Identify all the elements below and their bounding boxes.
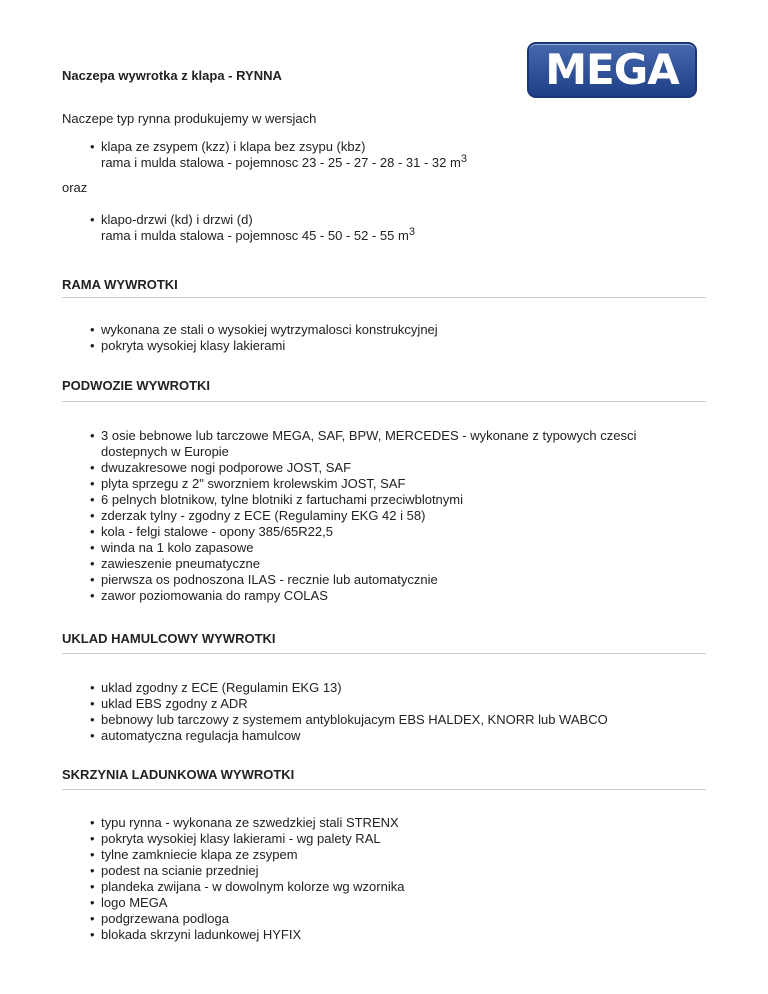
section-title-rama: RAMA WYWROTKI <box>62 277 178 292</box>
list-item: • zawor poziomowania do rampy COLAS <box>62 588 682 604</box>
section-title-podwozie: PODWOZIE WYWROTKI <box>62 378 211 393</box>
list-item: • bebnowy lub tarczowy z systemem antyblokujacym EBS HALDEX, KNORR lub WABCO <box>62 712 682 728</box>
version-list-1 <box>62 139 467 171</box>
list-item: • wykonana ze stali o wysokiej wytrzymalosci konstrukcyjnej <box>62 322 682 338</box>
version1-line1: klapa ze zsypem (kzz) i klapa bez zsypu (kbz) <box>101 139 366 154</box>
version1-line2: rama i mulda stalowa - pojemnosc 23 - 25 - 27 - 28 - 31 - 32 m <box>101 155 461 170</box>
section-divider <box>62 297 706 298</box>
list-item: • tylne zamkniecie klapa ze zsypem <box>62 847 682 863</box>
version-list-2 <box>62 212 415 244</box>
list-item: • typu rynna - wykonana ze szwedzkiej stali STRENX <box>62 815 682 831</box>
logo-text: MEGA <box>545 45 679 94</box>
list-item: • blokada skrzyni ladunkowej HYFIX <box>62 927 682 943</box>
section-title-uklad-hamulcowy: UKLAD HAMULCOWY WYWROTKI <box>62 631 276 646</box>
version1-superscript: 3 <box>460 153 467 165</box>
version2-line1: klapo-drzwi (kd) i drzwi (d) <box>101 212 253 227</box>
list-item: • plyta sprzegu z 2" sworzniem krolewskim JOST, SAF <box>62 476 682 492</box>
list-item: • uklad zgodny z ECE (Regulamin EKG 13) <box>62 680 682 696</box>
list-item: • pokryta wysokiej klasy lakierami <box>62 338 682 354</box>
section-divider <box>62 401 706 402</box>
list-item: • kola - felgi stalowe - opony 385/65R22,5 <box>62 524 682 540</box>
section-list-podwozie <box>62 428 682 604</box>
list-item: • podgrzewana podloga <box>62 911 682 927</box>
list-item: • podest na scianie przedniej <box>62 863 682 879</box>
list-item: • pierwsza os podnoszona ILAS - recznie lub automatycznie <box>62 572 682 588</box>
section-title-skrzynia: SKRZYNIA LADUNKOWA WYWROTKI <box>62 767 295 782</box>
list-item: • winda na 1 kolo zapasowe <box>62 540 682 556</box>
list-item: • 3 osie bebnowe lub tarczowe MEGA, SAF, BPW, MERCEDES - wykonane z typowych czesci dostepnych w Europie <box>62 428 682 460</box>
list-item: • automatyczna regulacja hamulcow <box>62 728 682 744</box>
section-list-uklad-hamulcowy <box>62 680 682 744</box>
oraz-text: oraz <box>62 180 88 195</box>
list-item: • zawieszenie pneumatyczne <box>62 556 682 572</box>
intro-text: Naczepe typ rynna produkujemy w wersjach <box>62 111 317 126</box>
section-divider <box>62 789 706 790</box>
mega-logo <box>527 42 697 98</box>
section-list-rama <box>62 322 682 354</box>
version2-line2: rama i mulda stalowa - pojemnosc 45 - 50 - 52 - 55 m <box>101 228 409 243</box>
document-title: Naczepa wywrotka z klapa - RYNNA <box>62 68 282 83</box>
list-item: • 6 pelnych blotnikow, tylne blotniki z fartuchami przeciwblotnymi <box>62 492 682 508</box>
section-divider <box>62 653 706 654</box>
list-item: • plandeka zwijana - w dowolnym kolorze wg wzornika <box>62 879 682 895</box>
list-item: • uklad EBS zgodny z ADR <box>62 696 682 712</box>
list-item <box>62 212 415 244</box>
list-item: • zderzak tylny - zgodny z ECE (Regulaminy EKG 42 i 58) <box>62 508 682 524</box>
version2-superscript: 3 <box>408 226 415 238</box>
list-item: • logo MEGA <box>62 895 682 911</box>
list-item: • dwuzakresowe nogi podporowe JOST, SAF <box>62 460 682 476</box>
list-item <box>62 139 467 171</box>
list-item: • pokryta wysokiej klasy lakierami - wg palety RAL <box>62 831 682 847</box>
section-list-skrzynia <box>62 815 682 943</box>
